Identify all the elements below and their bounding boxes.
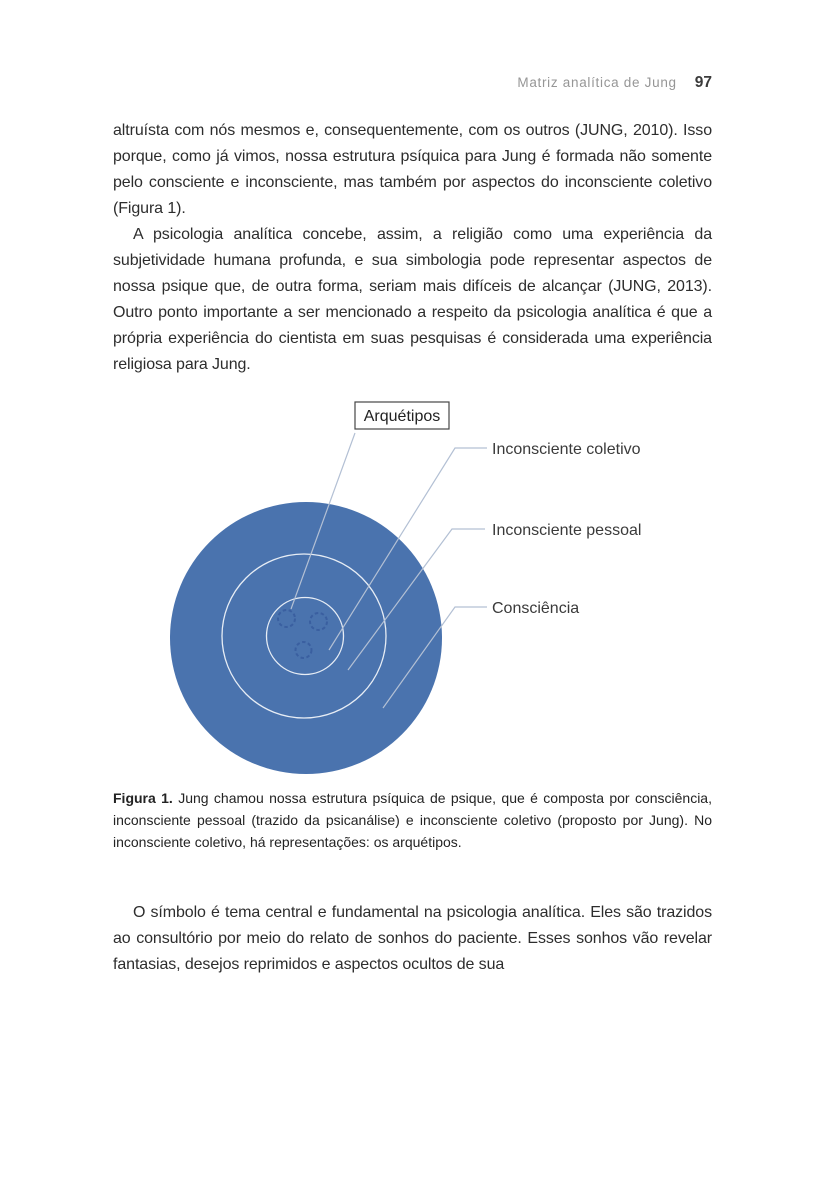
running-head <box>517 74 712 92</box>
psyche-diagram-svg <box>113 395 712 785</box>
paragraph-2: A psicologia analítica concebe, assim, a religião como uma experiência da subjetividade humana profunda, e sua simbologia pode representar aspectos de nossa psique que, de outra forma, seriam mais difíceis de alcançar (JUNG, 2013). Outro ponto importante a ser mencionado a respeito da psicologia analítica é que a própria experiência do cientista em suas pesquisas é considerada uma experiência religiosa para Jung. <box>113 226 712 373</box>
arquetipos-box-label: Arquétipos <box>363 408 441 425</box>
figure-1-diagram <box>113 395 712 785</box>
figure-caption-number: Figura 1. <box>113 790 173 806</box>
running-head-title: Matriz analítica de Jung <box>517 75 677 90</box>
label-consciencia: Consciência <box>492 600 580 617</box>
paragraph-3: O símbolo é tema central e fundamental na psicologia analítica. Eles são trazidos ao consultório por meio do relato de sonhos do paciente. Esses sonhos vão revelar fantasias, desejos reprimidos e aspectos ocultos de sua <box>113 904 712 973</box>
figure-caption <box>113 787 712 853</box>
label-inconsciente-pessoal: Inconsciente pessoal <box>492 522 642 539</box>
figure-caption-text: Jung chamou nossa estrutura psíquica de psique, que é composta por consciência, inconsciente pessoal (trazido da psicanálise) e inconsciente coletivo (proposto por Jung). No inconsciente coletivo, há representações: os arquétipos. <box>113 790 712 850</box>
label-inconsciente-coletivo: Inconsciente coletivo <box>492 441 641 458</box>
psyche-outer-circle <box>170 502 442 774</box>
page-number: 97 <box>694 74 712 91</box>
paragraph-1: altruísta com nós mesmos e, consequentemente, com os outros (JUNG, 2010). Isso porque, como já vimos, nossa estrutura psíquica para Jung é formada não somente pelo consciente e inconsciente, mas também por aspectos do inconsciente coletivo (Figura 1). <box>113 122 712 217</box>
